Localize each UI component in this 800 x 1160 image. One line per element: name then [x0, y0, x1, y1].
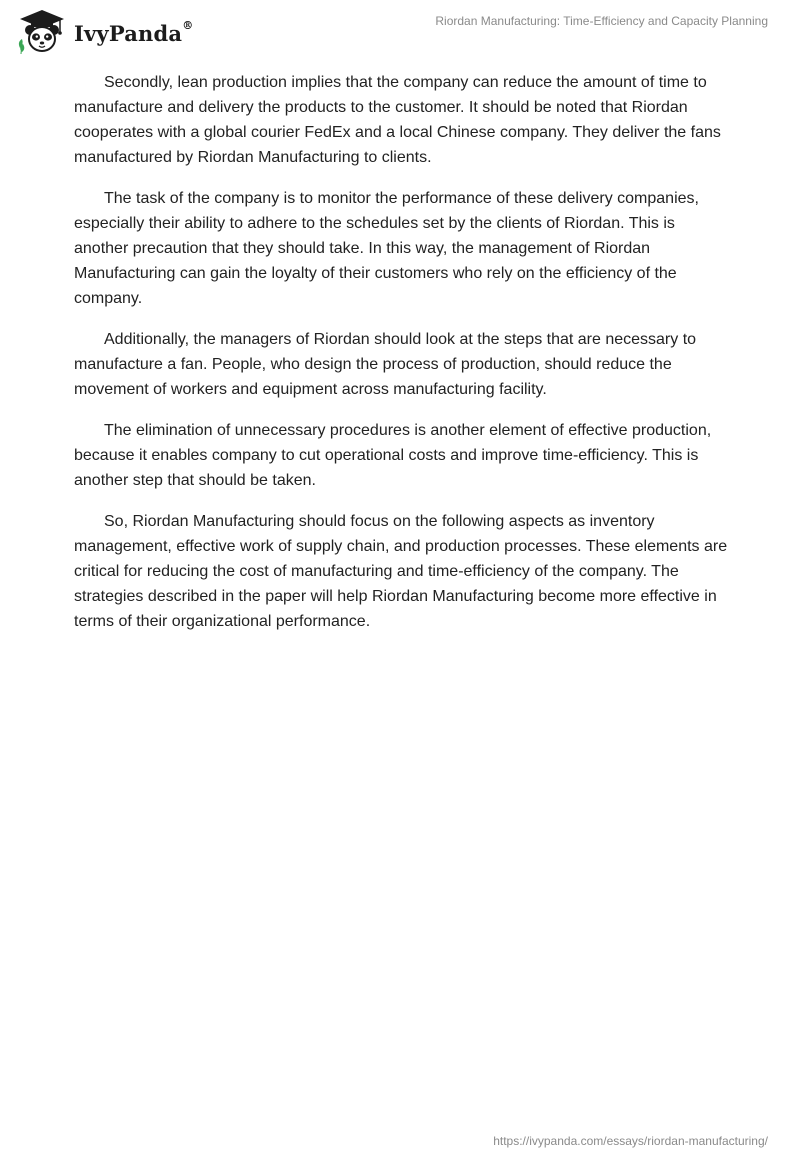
essay-body [74, 70, 728, 650]
ivypanda-logo[interactable] [14, 8, 193, 56]
document-title: Riordan Manufacturing: Time-Efficiency and Capacity Planning [435, 14, 768, 28]
paragraph: The elimination of unnecessary procedures is another element of effective production, because it enables company to cut operational costs and improve time-efficiency. This is another step that should be taken. [74, 422, 712, 489]
paragraph: The task of the company is to monitor the performance of these delivery companies, especially their ability to adhere to the schedules set by the clients of Riordan. This is another precaution that they should take. In this way, the management of Riordan Manufacturing can gain the loyalty of their customers who rely on the efficiency of the company. [74, 190, 699, 307]
page-header [0, 0, 800, 70]
paragraph: Secondly, lean production implies that the company can reduce the amount of time to manufacture and delivery the products to the customer. It should be noted that Riordan cooperates with a global courier FedEx and a local Chinese company. They deliver the fans manufactured by Riordan Manufacturing to clients. [74, 74, 721, 166]
paragraph: So, Riordan Manufacturing should focus on the following aspects as inventory management, effective work of supply chain, and production processes. These elements are critical for reducing the cost of manufacturing and time-efficiency of the company. The strategies described in the paper will help Riordan Manufacturing become more effective in terms of their organizational performance. [74, 513, 728, 630]
paragraph: Additionally, the managers of Riordan should look at the steps that are necessary to manufacture a fan. People, who design the process of production, should reduce the movement of workers and equipment across manufacturing facility. [74, 331, 697, 398]
source-url[interactable]: https://ivypanda.com/essays/riordan-manufacturing/ [493, 1134, 768, 1148]
panda-graduate-icon [14, 8, 70, 56]
brand-name: IvyPanda® [74, 18, 194, 46]
registered-mark: ® [182, 18, 194, 32]
